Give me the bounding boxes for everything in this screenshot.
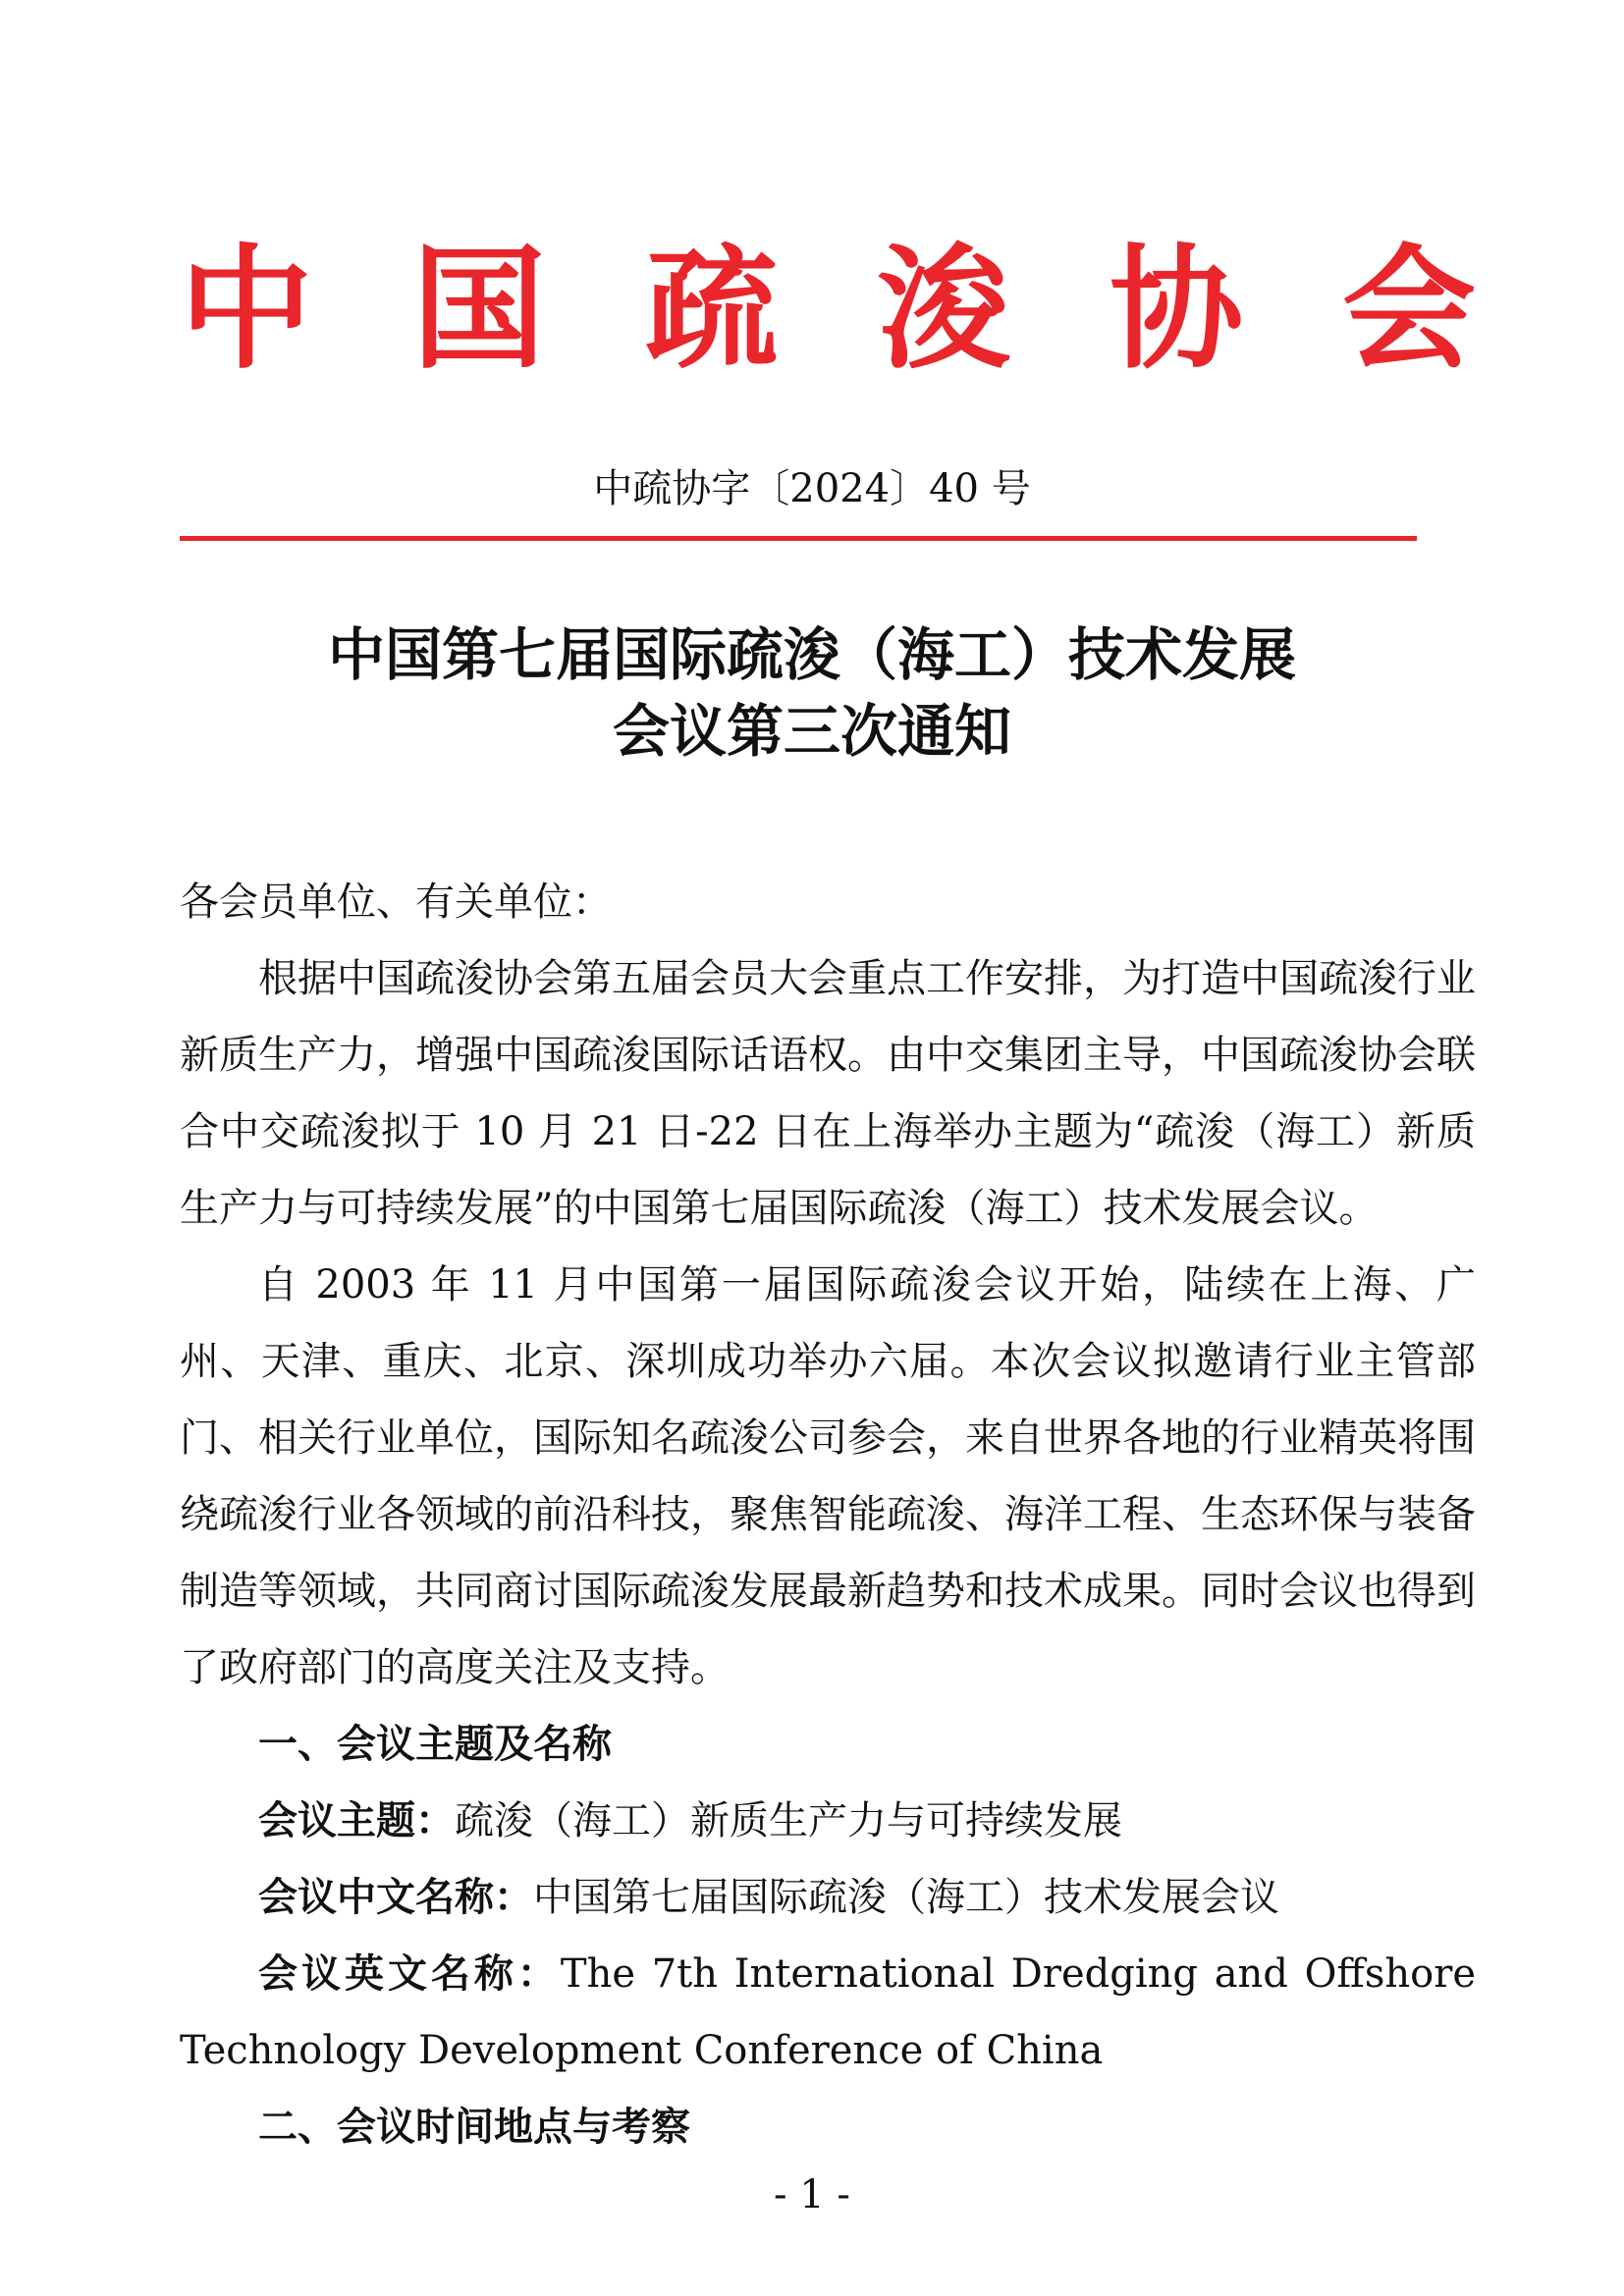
english-name-value: The 7th International Dredging and Offshore Technology Development Conference of China <box>180 1951 1476 2073</box>
document-number: 中疏协字〔2024〕40 号 <box>593 466 1031 511</box>
paragraph-background: 根据中国疏浚协会第五届会员大会重点工作安排，为打造中国疏浚行业新质生产力，增强中国疏浚国际话语权。由中交集团主导，中国疏浚协会联合中交疏浚拟于 10 月 21 日-22 日在上海举办主题为“疏浚（海工）新质生产力与可持续发展”的中国第七届国际疏浚（海工）技术发展会议。 <box>180 956 1476 1231</box>
section-heading-time-and-venue: 二、会议时间地点与考察 <box>258 2105 690 2150</box>
english-name-label: 会议英文名称： <box>258 1951 561 1997</box>
org-title-char: 会 <box>1341 231 1476 388</box>
conference-chinese-name <box>180 1859 1476 1936</box>
chinese-name-value: 中国第七届国际疏浚（海工）技术发展会议 <box>533 1875 1279 1920</box>
organization-title <box>180 231 1476 388</box>
paragraph-history: 自 2003 年 11 月中国第一届国际疏浚会议开始，陆续在上海、广州、天津、重庆、北京、深圳成功举办六届。本次会议拟邀请行业主管部门、相关行业单位，国际知名疏浚公司参会，来自世界各地的行业精英将围绕疏浚行业各领域的前沿科技，聚焦智能疏浚、海洋工程、生态环保与装备制造等领域，共同商讨国际疏浚发展最新趋势和技术成果。同时会议也得到了政府部门的高度关注及支持。 <box>180 1262 1476 1690</box>
org-title-char: 中 <box>180 231 313 388</box>
org-title-char: 协 <box>1110 231 1244 388</box>
red-divider-line <box>180 536 1417 541</box>
theme-label: 会议主题： <box>258 1798 455 1843</box>
org-title-char: 浚 <box>877 231 1011 388</box>
document-body <box>180 864 1476 2165</box>
notice-title <box>0 616 1624 770</box>
org-title-char: 国 <box>411 231 546 388</box>
notice-title-line-2: 会议第三次通知 <box>612 698 1011 765</box>
section-heading-theme-and-name: 一、会议主题及名称 <box>258 1722 612 1767</box>
page-number: - 1 - <box>774 2172 850 2217</box>
theme-value: 疏浚（海工）新质生产力与可持续发展 <box>455 1798 1122 1843</box>
chinese-name-label: 会议中文名称： <box>258 1875 533 1920</box>
conference-english-name <box>180 1936 1476 2089</box>
salutation: 各会员单位、有关单位： <box>180 880 612 925</box>
org-title-char: 疏 <box>644 231 779 388</box>
notice-title-line-1: 中国第七届国际疏浚（海工）技术发展 <box>327 621 1296 688</box>
conference-theme <box>180 1783 1476 1859</box>
